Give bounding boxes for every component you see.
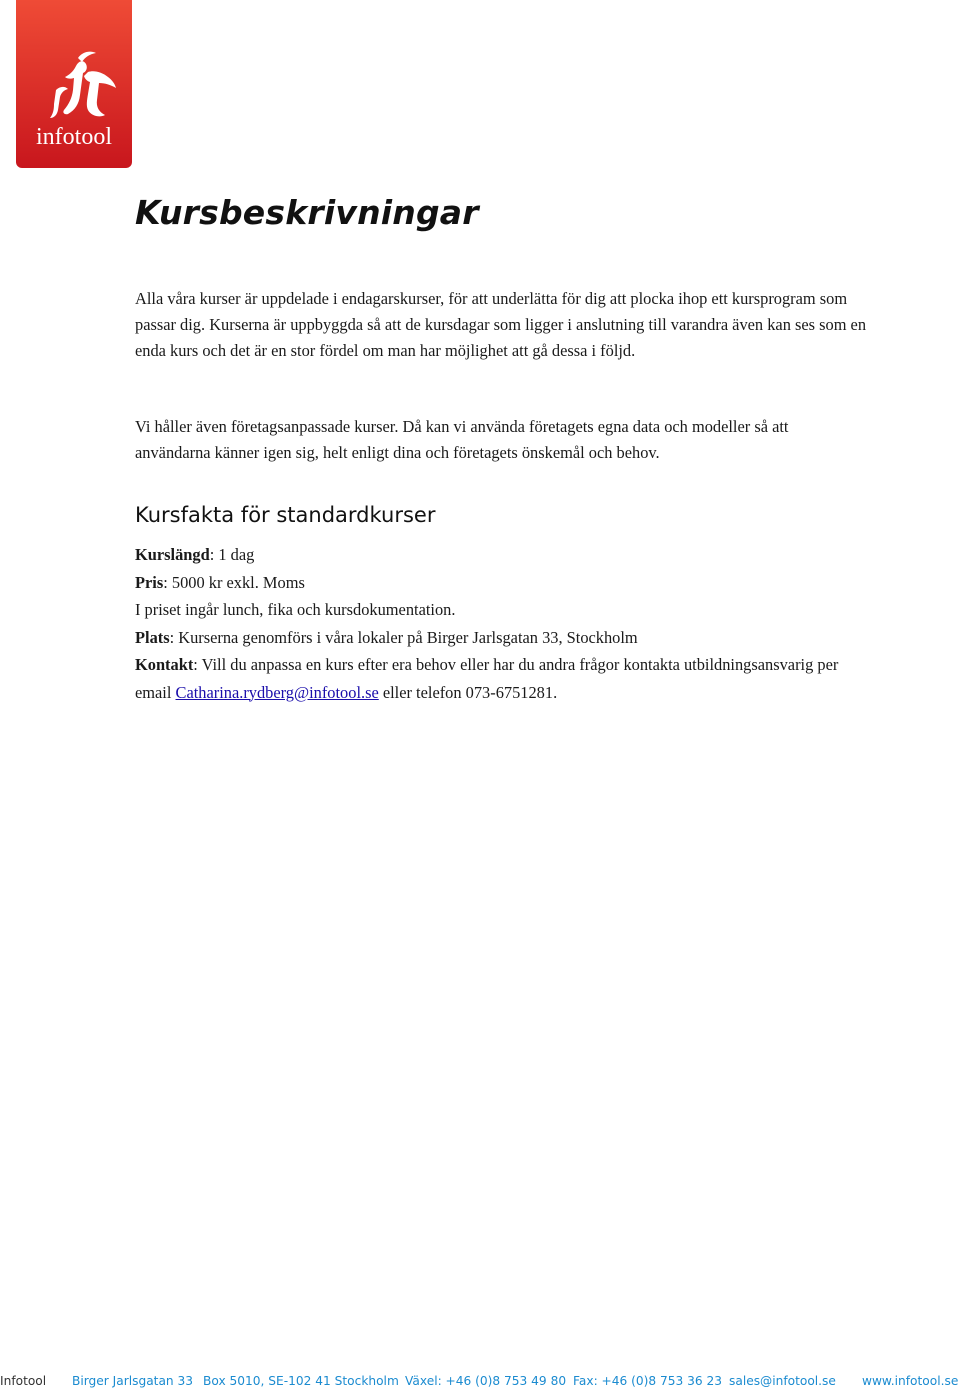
- price-row: [135, 569, 855, 597]
- included-text: I priset ingår lunch, fika och kursdokumentation.: [135, 600, 456, 619]
- contact-email-link[interactable]: Catharina.rydberg@infotool.se: [175, 682, 379, 702]
- footer-website[interactable]: www.infotool.se: [862, 1374, 959, 1388]
- price-label: Pris: [135, 572, 164, 592]
- course-length-row: [135, 541, 855, 569]
- intro-paragraph-1: Alla våra kurser är uppdelade i endagarskurser, för att underlätta för dig att plocka ihop ett kursprogram som passar dig. Kurserna är uppbyggda så att de kursdagar som ligger i anslutning till varandra även kan ses som en enda kurs och det är en stor fördel om man har möjlighet att gå dessa i följd.: [135, 289, 867, 360]
- logo-wordmark: infotool: [36, 124, 112, 150]
- footer-postbox: Box 5010, SE-102 41 Stockholm: [203, 1374, 399, 1388]
- contact-phone-text: eller telefon 073-6751281.: [378, 682, 558, 702]
- page-title: Kursbeskrivningar: [135, 193, 479, 232]
- infotool-logo: [16, 0, 132, 168]
- facts-heading: Kursfakta för standardkurser: [135, 503, 436, 527]
- course-length-label: Kurslängd: [135, 545, 210, 564]
- course-length-value: : 1 dag: [209, 545, 255, 564]
- included-row: [135, 596, 855, 624]
- contact-row: [135, 651, 855, 706]
- footer-company: Infotool: [0, 1374, 47, 1388]
- place-value: : Kurserna genomförs i våra lokaler på Birger Jarlsgatan 33, Stockholm: [169, 627, 638, 647]
- contact-text: : Vill du anpassa en kurs efter era behov eller har du andra frågor kontakta utbildningsansvarig per email: [135, 655, 839, 702]
- footer-fax: Fax: +46 (0)8 753 36 23: [573, 1374, 723, 1388]
- footer-street: Birger Jarlsgatan 33: [72, 1374, 194, 1388]
- place-label: Plats: [135, 627, 170, 647]
- page-footer: [0, 1374, 960, 1392]
- place-row: [135, 624, 855, 652]
- price-value: : 5000 kr exkl. Moms: [163, 572, 305, 592]
- footer-email[interactable]: sales@infotool.se: [729, 1374, 836, 1388]
- course-facts: [135, 541, 855, 706]
- contact-label: Kontakt: [135, 655, 194, 674]
- intro-paragraph-2: Vi håller även företagsanpassade kurser. Då kan vi använda företagets egna data och modeller så att användarna känner igen sig, helt enligt dina och företagets önskemål och behov.: [135, 417, 789, 462]
- footer-phone: Växel: +46 (0)8 753 49 80: [405, 1374, 567, 1388]
